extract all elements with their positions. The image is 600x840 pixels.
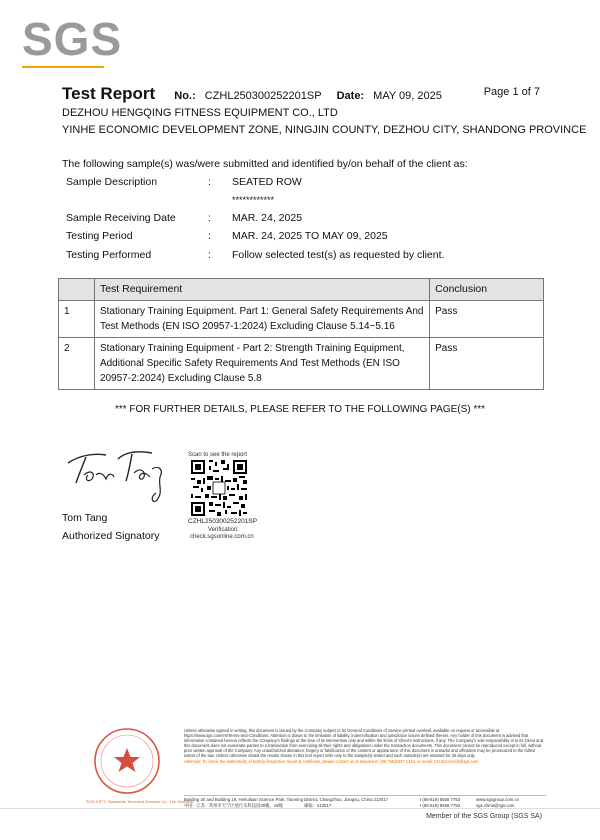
address-en: Building 30 and Building 19, Hehuiluan Science Park, Tianning District, Changzhou, Jiangsu, China 213017 xyxy=(184,797,388,802)
table-header-requirement: Test Requirement xyxy=(94,279,429,301)
footer-divider xyxy=(184,795,546,796)
sample-description-value: SEATED ROW xyxy=(232,176,302,188)
footer-address-en-row xyxy=(184,797,519,802)
address-cn: 中国 · 江苏 · 常州市天宁区展仕乐科技园30幢、19幢 xyxy=(184,803,283,808)
row-requirement: Stationary Training Equipment. Part 1: General Safety Requirements And Test Methods (EN ISO 20957-1:2024) Excluding Clause 5.14~5.16 xyxy=(94,301,429,338)
sample-receiving-value: MAR. 24, 2025 xyxy=(232,212,303,224)
testing-period-label: Testing Period xyxy=(66,230,133,242)
row-conclusion: Pass xyxy=(430,338,544,390)
stamp-company-text: SGS-CSTC Standards Technical Services Co., Ltd. Hanzhou xyxy=(86,799,194,804)
table-header-conclusion: Conclusion xyxy=(430,279,544,301)
intro-text: The following sample(s) was/were submitted and identified by/on behalf of the client as: xyxy=(62,158,468,170)
row-conclusion: Pass xyxy=(430,301,544,338)
postcode: 邮编：213017 xyxy=(304,803,332,808)
sample-stars: ************ xyxy=(232,195,275,205)
signatory-name: Tom Tang xyxy=(62,512,108,524)
report-date-value: MAY 09, 2025 xyxy=(373,90,442,102)
colon: : xyxy=(208,230,211,242)
qr-verification-label: Verification: xyxy=(208,527,240,533)
testing-performed-value: Follow selected test(s) as requested by client. xyxy=(232,249,445,261)
row-number: 1 xyxy=(59,301,95,338)
sgs-group-member: Member of the SGS Group (SGS SA) xyxy=(426,813,542,820)
qr-verification-url[interactable]: check.sgsonline.com.cn xyxy=(190,534,254,540)
client-name: DEZHOU HENGQING FITNESS EQUIPMENT CO., LTD xyxy=(62,107,338,119)
row-requirement: Stationary Training Equipment - Part 2: Strength Training Equipment, Additional Specific Safety Requirements And Test Methods (EN ISO 20957-2:2024) Excluding Clause 5.8 xyxy=(94,338,429,390)
qr-code-icon[interactable] xyxy=(191,460,247,516)
colon: : xyxy=(208,176,211,188)
qr-caption: Scan to see the report xyxy=(188,452,248,458)
bottom-divider xyxy=(0,808,600,809)
phone-1: t (86-519) 8558 7753 xyxy=(420,797,461,802)
sample-receiving-label: Sample Receiving Date xyxy=(66,212,176,224)
page-number: Page 1 of 7 xyxy=(483,86,540,98)
row-number: 2 xyxy=(59,338,95,390)
report-date-label: Date: xyxy=(336,90,365,102)
report-title: Test Report xyxy=(62,84,156,103)
qr-report-number: CZHL250300252201SP xyxy=(188,518,258,525)
email[interactable]: sgs.china@sgs.com xyxy=(476,803,515,808)
table-row xyxy=(59,338,544,390)
testing-performed-label: Testing Performed xyxy=(66,249,152,261)
sgs-logo: SGS xyxy=(22,13,123,65)
signatory-title: Authorized Signatory xyxy=(62,530,160,542)
testing-period-value: MAR. 24, 2025 TO MAY 09, 2025 xyxy=(232,230,388,242)
company-seal-stamp xyxy=(92,726,162,796)
sample-description-label: Sample Description xyxy=(66,176,158,188)
test-requirement-table xyxy=(58,278,544,390)
table-header-no xyxy=(59,279,95,301)
client-address: YINHE ECONOMIC DEVELOPMENT ZONE, NINGJIN COUNTY, DEZHOU CITY, SHANDONG PROVINCE xyxy=(62,124,587,136)
colon: : xyxy=(208,212,211,224)
report-no-label: No.: xyxy=(174,90,196,102)
qr-verification xyxy=(190,527,254,541)
legal-text: Unless otherwise agreed in writing, this document is issued by the Company subject to its General Conditions of Service printed overleaf, available on request or accessible at https://www.sgs.com/en/Terms-and-Conditions. Attention is drawn to the limitation of liability, indemnification and jurisdiction issues defined therein. Any holder of this document is advised that information contained hereon reflects the Company's findings at the time of its intervention only and within the limits of Client's instructions, if any. The Company's sole responsibility is to its Client and this document does not exonerate parties to a transaction from exercising all their rights and obligations under the transaction documents. This document cannot be reproduced except in full, without prior written approval of the Company. Any unauthorized alteration, forgery or falsification of the content or appearance of this document is unlawful and offenders may be prosecuted to the fullest extent of the law. Unless otherwise stated the results shown in this test report refer only to the sample(s) tested and such sample(s) are retained for 30 days only. xyxy=(184,728,543,759)
table-row xyxy=(59,301,544,338)
table-header-row xyxy=(59,279,544,301)
website[interactable]: www.sgsgroup.com.cn xyxy=(476,797,519,802)
logo-underline xyxy=(22,66,104,68)
report-header xyxy=(62,84,454,104)
colon: : xyxy=(208,249,211,261)
legal-disclaimer xyxy=(184,728,546,764)
phone-2: t (86-519) 8558 7753 xyxy=(420,803,461,808)
further-details-note: *** FOR FURTHER DETAILS, PLEASE REFER TO THE FOLLOWING PAGE(S) *** xyxy=(114,404,486,415)
report-no-value: CZHL250300252201SP xyxy=(204,90,322,102)
authenticity-attention: Attention: To check the authenticity of testing /inspection report & certificate, please contact us at telephone: (86-755)8307 1443, or email: CN.Doccheck@sgs.com xyxy=(184,758,479,764)
handwritten-signature xyxy=(60,445,180,505)
